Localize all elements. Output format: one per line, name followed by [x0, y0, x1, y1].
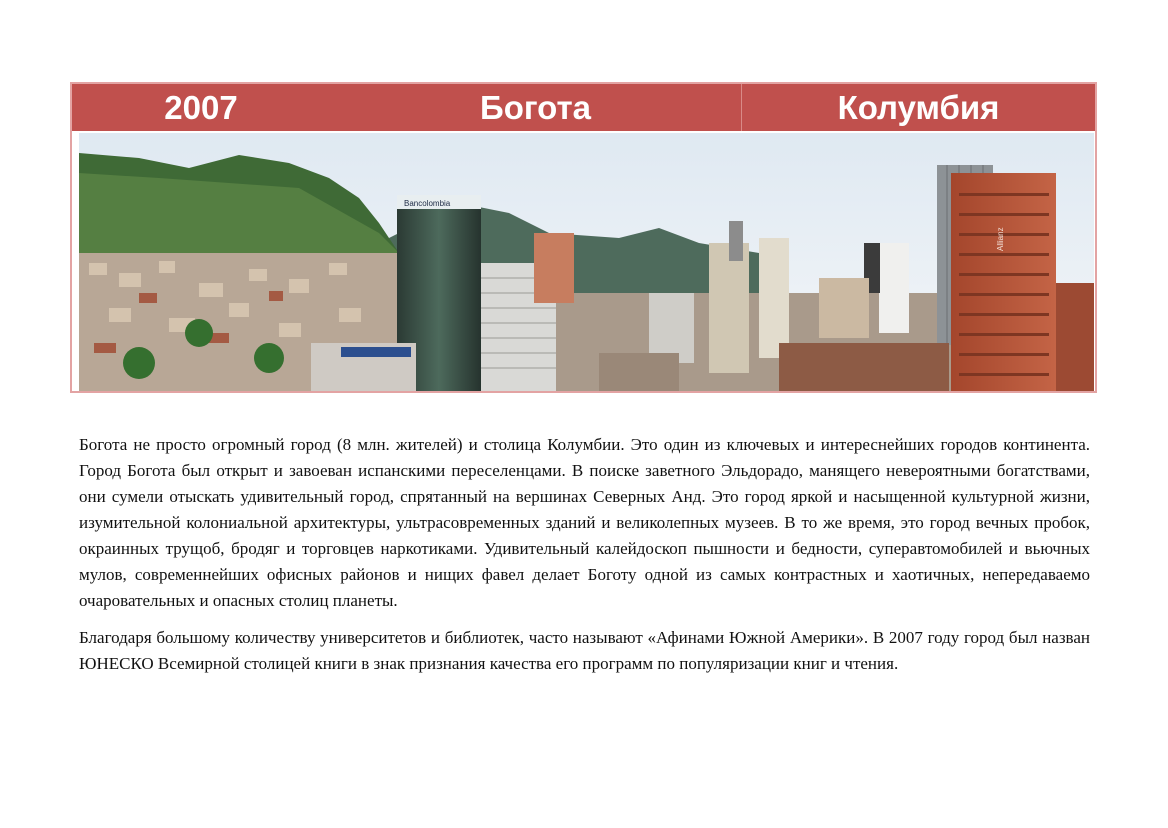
- city-label: Богота: [330, 84, 742, 131]
- panorama-svg: [79, 133, 1094, 391]
- paragraph-unesco: Благодаря большому количеству университетов и библиотек, часто называют «Афинами Южной Америки». В 2007 году город был назван ЮНЕСКО Всемирной столицей книги в знак признания качества его программ по популяризации книг и чтения.: [79, 628, 1090, 673]
- title-bar: [72, 84, 1095, 131]
- article-body: [79, 432, 1090, 688]
- paragraph-history: Богота не просто огромный город (8 млн. жителей) и столица Колумбии. Это один из ключевых и интереснейших городов континента. Город Богота был открыт и завоеван испанскими переселенцами. В поиске заветного Эльдорадо, манящего невероятными богатствами, они сумели отыскать удивительный город, спрятанный на вершинах Северных Анд. Это город яркой и насыщенной культурной жизни, изумительной колониальной архитектуры, ультрасовременных зданий и великолепных музеев. В то же время, это город вечных пробок, окраинных трущоб, бродяг и торговцев наркотиками. Удивительный калейдоскоп пышности и бедности, суперавтомобилей и вьючных мулов, современнейших офисных районов и нищих фавел делает Боготу одной из самых контрастных и хаотичных, непередаваемо очаровательных и опасных столиц планеты.: [79, 435, 1090, 610]
- year-label: 2007: [164, 88, 238, 126]
- bancolombia-sign: Bancolombia: [404, 199, 451, 208]
- allianz-sign: Allianz: [996, 227, 1005, 251]
- country-label: Колумбия: [837, 88, 1000, 126]
- title-frame: [70, 82, 1097, 393]
- city-panorama-image: [79, 133, 1094, 391]
